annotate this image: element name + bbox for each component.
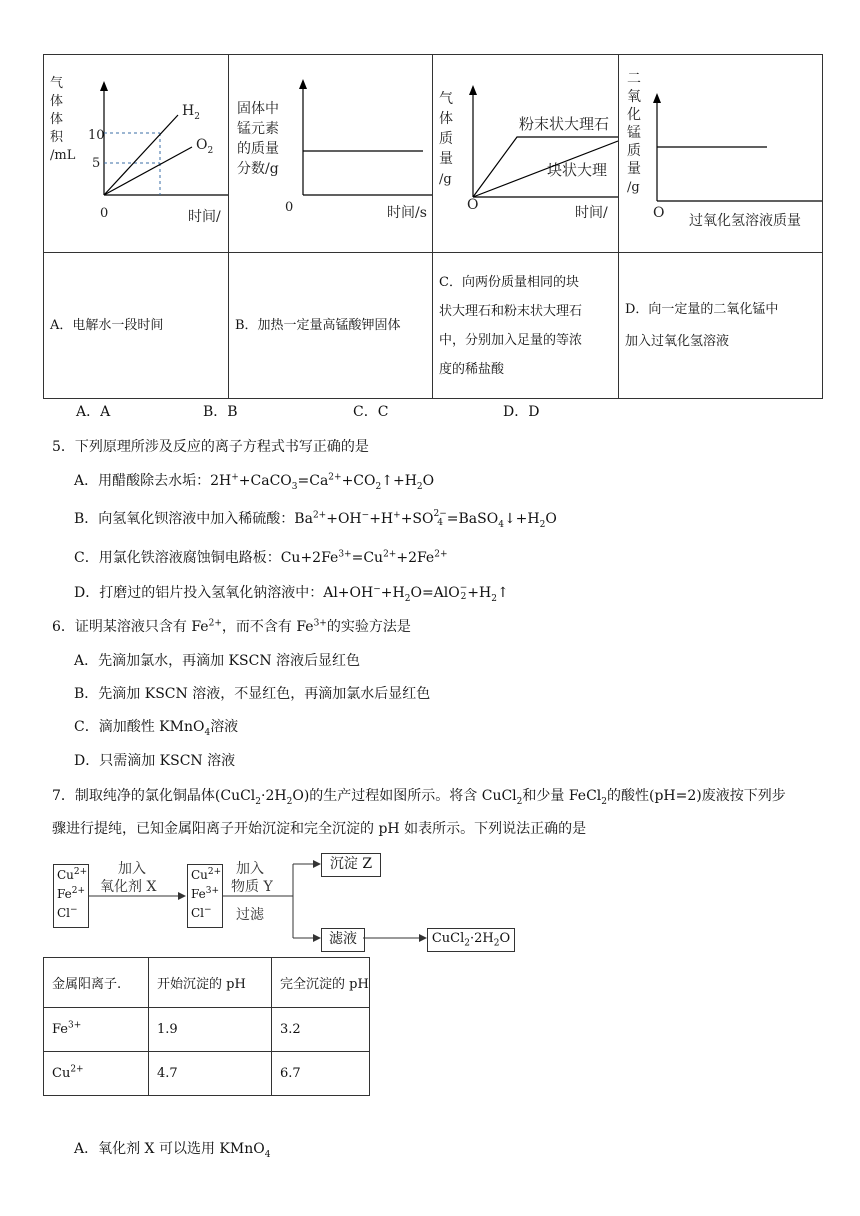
ylabel-char: 体 <box>439 111 453 127</box>
ylabel-char: 体 <box>50 112 64 127</box>
origin-label: 0 <box>100 206 109 221</box>
ylabel-char: 气 <box>439 91 453 107</box>
x-axis-label: 时间/ <box>575 205 608 221</box>
step2-label-3: 过滤 <box>236 907 264 923</box>
ylabel-char: /g <box>627 180 640 195</box>
ylabel-char: 锰 <box>627 125 641 141</box>
q5-option-c[interactable]: C．用氯化铁溶液腐蚀铜电路板：$Cu+2Fe^{3+}=Cu^{2+}+2Fe^{2+}$ <box>74 549 448 566</box>
ylabel-line: 锰元素 <box>237 121 279 137</box>
origin-label: O <box>653 205 665 221</box>
product-box: $CuCl_2\cdot 2H_2O$ <box>427 928 515 952</box>
q5-stem: 5．下列原理所涉及反应的离子方程式书写正确的是 <box>52 439 369 455</box>
x-axis-label: 时间/s <box>387 205 427 221</box>
q7-option-a[interactable]: A．氧化剂 X 可以选用 KMnO$_4$ <box>74 1141 271 1160</box>
q5-option-b[interactable]: B．向氢氧化钡溶液中加入稀硫酸：$Ba^{2+}+OH^-+H^++SO$ 2− 4 $=BaSO_4↓+H_2O$ <box>74 509 557 530</box>
q5-option-d[interactable]: D．打磨过的铝片投入氢氧化钠溶液中：$Al+OH^-+H_2O=AlO$ − 2 $+H_2↑$ <box>74 583 509 604</box>
table-row: $Cu^{2+}$ 4.7 6.7 <box>44 1052 370 1096</box>
x-axis-label: 过氧化氢溶液质量 <box>689 213 801 229</box>
ylabel-char: /mL <box>50 148 76 163</box>
ylabel-char: 量 <box>439 151 453 167</box>
line-o2 <box>104 147 192 195</box>
step1-label-2: 氧化剂 X <box>100 879 157 895</box>
y-axis-arrow <box>469 85 477 95</box>
step1-label-1: 加入 <box>118 861 146 877</box>
desc-d: D．向一定量的二氧化锰中 加入过氧化氢溶液 <box>619 253 823 399</box>
step2-label-1: 加入 <box>236 861 264 877</box>
q4-option-b[interactable]: B．B <box>203 404 238 420</box>
ions-box-2: $Cu^{2+}$ $Fe^{3+}$ Cl− <box>187 864 223 928</box>
ylabel-char: 体 <box>50 94 64 109</box>
tick-label: 10 <box>88 128 105 143</box>
arrow-1 <box>89 890 189 902</box>
graph-a-cell <box>44 55 229 253</box>
ylabel-char: 化 <box>627 107 641 123</box>
q5-option-a[interactable]: A．用醋酸除去水垢：$2H^++CaCO_3=Ca^{2+}+CO_2↑+H_2O$ <box>74 472 435 492</box>
graph-d-cell <box>619 55 823 253</box>
graph-d <box>619 55 822 248</box>
q7-ph-table <box>43 957 370 1096</box>
q4-option-a[interactable]: A．A <box>76 404 111 420</box>
step2-label-2: 物质 Y <box>231 879 273 895</box>
header-ion: 金属阳离子. <box>44 958 149 1008</box>
ylabel-char: 量 <box>627 161 641 177</box>
filtrate-box: 滤液 <box>321 928 365 952</box>
series-label-h2: $H_2$ <box>182 103 200 122</box>
ylabel-char: 质 <box>627 143 641 159</box>
series-label-o2: $O_2$ <box>196 137 214 156</box>
ylabel-char: /g <box>439 172 452 187</box>
y-axis-arrow <box>299 79 307 89</box>
ylabel-char: 质 <box>439 131 453 147</box>
tick-label: 5 <box>92 156 101 171</box>
y-axis-arrow <box>100 81 108 91</box>
ylabel-line: 分数/g <box>237 161 279 177</box>
graph-b <box>229 55 432 248</box>
q4-option-d[interactable]: D．D <box>503 404 540 420</box>
header-start: 开始沉淀的 pH <box>149 958 272 1008</box>
graph-b-cell <box>229 55 433 253</box>
arrow-branch <box>223 856 323 946</box>
q6-stem: 6．证明某溶液只含有 $Fe^{2+}$，而不含有 $Fe^{3+}$的实验方法是 <box>52 618 411 635</box>
graph-a <box>44 55 228 248</box>
desc-a: A．电解水一段时间 <box>44 253 229 399</box>
x-axis-label: 时间/ <box>188 209 221 225</box>
y-axis-arrow <box>653 93 661 103</box>
series-label-block: 块状大理 <box>547 161 608 179</box>
desc-c: C．向两份质量相同的块 状大理石和粉末状大理石 中，分别加入足量的等浓 度的稀盐酸 <box>433 253 619 399</box>
ylabel-char: 气 <box>50 76 64 91</box>
ylabel-char: 二 <box>627 71 641 87</box>
ylabel-line: 固体中 <box>237 101 279 117</box>
origin-label: O <box>467 197 479 213</box>
precipitate-box: 沉淀 Z <box>321 853 381 877</box>
q6-option-d[interactable]: D．只需滴加 KSCN 溶液 <box>74 753 236 769</box>
q4-option-c[interactable]: C．C <box>353 404 389 420</box>
graph-c-cell <box>433 55 619 253</box>
q6-option-b[interactable]: B．先滴加 KSCN 溶液，不显红色，再滴加氯水后显红色 <box>74 686 431 702</box>
header-end: 完全沉淀的 pH <box>272 958 370 1008</box>
q6-option-c[interactable]: C．滴加酸性 KMnO$_4$溶液 <box>74 719 239 738</box>
table-row: $Fe^{3+}$ 1.9 3.2 <box>44 1008 370 1052</box>
q7-stem-line1: 7．制取纯净的氯化铜晶体$(CuCl_2\cdot 2H_2O)$的生产过程如图所示。将含 CuCl$_2$和少量 FeCl$_2$的酸性(pH=2)废液按下列步 <box>52 788 786 807</box>
origin-label: 0 <box>285 200 294 215</box>
ylabel-line: 的质量 <box>237 141 279 157</box>
q6-option-a[interactable]: A．先滴加氯水，再滴加 KSCN 溶液后显红色 <box>74 653 361 669</box>
arrow-3 <box>363 932 429 944</box>
q7-stem-line2: 骤进行提纯，已知金属阳离子开始沉淀和完全沉淀的 pH 如表所示。下列说法正确的是 <box>52 821 587 837</box>
line-h2 <box>104 115 178 195</box>
series-label-powder: 粉末状大理石 <box>519 115 610 133</box>
ylabel-char: 积 <box>50 130 64 145</box>
graph-c <box>433 55 618 248</box>
ions-box-1: $Cu^{2+}$ $Fe^{2+}$ Cl− <box>53 864 89 928</box>
q4-table <box>43 54 823 399</box>
ylabel-char: 氧 <box>627 89 641 105</box>
desc-b: B．加热一定量高锰酸钾固体 <box>229 253 433 399</box>
